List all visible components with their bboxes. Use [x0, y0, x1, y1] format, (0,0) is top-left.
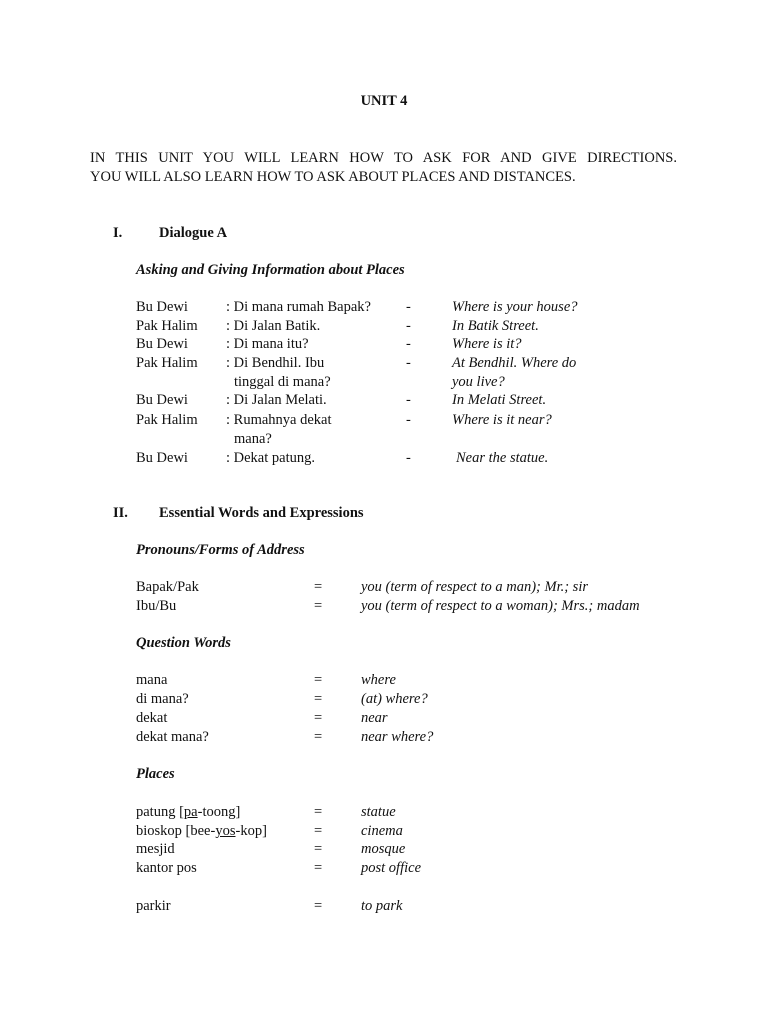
equals-sign: = — [314, 860, 323, 876]
vocab-term — [136, 803, 240, 822]
stressed-syllable: yos — [215, 823, 236, 839]
indonesian-line: : Dekat patung. — [226, 450, 315, 466]
speaker: Pak Halim — [136, 355, 198, 371]
english-line-continued: you live? — [452, 374, 505, 390]
intro-line-2: YOU WILL ALSO LEARN HOW TO ASK ABOUT PLACES AND DISTANCES. — [90, 169, 576, 185]
english-line: At Bendhil. Where do — [452, 355, 577, 371]
indonesian-line-continued: mana? — [234, 431, 272, 447]
term-part: -toong] — [197, 804, 241, 820]
vocab-meaning: (at) where? — [361, 691, 428, 707]
term-part: bioskop [bee- — [136, 823, 216, 839]
equals-sign: = — [314, 804, 323, 820]
stressed-syllable: pa — [183, 804, 198, 820]
equals-sign: = — [314, 823, 323, 839]
indonesian-line: : Di Jalan Batik. — [226, 318, 321, 334]
dash: - — [406, 392, 411, 408]
speaker: Bu Dewi — [136, 392, 188, 408]
vocab-meaning: statue — [361, 804, 396, 820]
indonesian-line: : Rumahnya dekat — [226, 412, 332, 428]
vocab-meaning: near where? — [361, 729, 434, 745]
page-title: UNIT 4 — [360, 93, 408, 109]
equals-sign: = — [314, 898, 323, 914]
section-2-number: II. — [113, 505, 128, 521]
pronouns-heading: Pronouns/Forms of Address — [136, 542, 305, 558]
equals-sign: = — [314, 841, 323, 857]
equals-sign: = — [314, 598, 323, 614]
speaker: Bu Dewi — [136, 450, 188, 466]
places-heading: Places — [136, 766, 175, 782]
speaker: Pak Halim — [136, 318, 198, 334]
speaker: Bu Dewi — [136, 336, 188, 352]
vocab-meaning: you (term of respect to a man); Mr.; sir — [361, 579, 588, 595]
term-part: -kop] — [235, 823, 267, 839]
equals-sign: = — [314, 710, 323, 726]
dash: - — [406, 299, 411, 315]
equals-sign: = — [314, 672, 323, 688]
vocab-meaning: mosque — [361, 841, 406, 857]
vocab-meaning: near — [361, 710, 388, 726]
indonesian-line-continued: tinggal di mana? — [234, 374, 331, 390]
speaker: Bu Dewi — [136, 299, 188, 315]
vocab-meaning: cinema — [361, 823, 403, 839]
dash: - — [406, 450, 411, 466]
equals-sign: = — [314, 691, 323, 707]
vocab-term: dekat — [136, 710, 168, 726]
dash: - — [406, 412, 411, 428]
english-line: Where is it? — [452, 336, 522, 352]
indonesian-line: : Di Jalan Melati. — [226, 392, 327, 408]
english-line: Near the statue. — [456, 450, 549, 466]
equals-sign: = — [314, 579, 323, 595]
vocab-term: kantor pos — [136, 860, 197, 876]
vocab-meaning: where — [361, 672, 396, 688]
dash: - — [406, 336, 411, 352]
section-1-number: I. — [113, 225, 123, 241]
english-line: Where is it near? — [452, 412, 552, 428]
vocab-meaning: you (term of respect to a woman); Mrs.; madam — [361, 598, 640, 614]
term-part: patung [ — [136, 804, 184, 820]
english-line: Where is your house? — [452, 299, 578, 315]
equals-sign: = — [314, 729, 323, 745]
section-2-title: Essential Words and Expressions — [159, 505, 364, 521]
section-1-subtitle: Asking and Giving Information about Places — [136, 262, 405, 278]
vocab-meaning: post office — [361, 860, 422, 876]
vocab-term: mana — [136, 672, 168, 688]
question-words-heading: Question Words — [136, 635, 231, 651]
vocab-term: dekat mana? — [136, 729, 209, 745]
section-1-title: Dialogue A — [159, 225, 228, 241]
english-line: In Batik Street. — [452, 318, 539, 334]
vocab-term: di mana? — [136, 691, 189, 707]
dash: - — [406, 318, 411, 334]
speaker: Pak Halim — [136, 412, 198, 428]
indonesian-line: : Di Bendhil. Ibu — [226, 355, 325, 371]
vocab-term: Bapak/Pak — [136, 579, 199, 595]
vocab-meaning: to park — [361, 898, 403, 914]
english-line: In Melati Street. — [452, 392, 547, 408]
vocab-term: Ibu/Bu — [136, 598, 177, 614]
intro-line-1: IN THIS UNIT YOU WILL LEARN HOW TO ASK FOR AND GIVE DIRECTIONS. — [90, 150, 677, 166]
dash: - — [406, 355, 411, 371]
vocab-term: parkir — [136, 898, 171, 914]
indonesian-line: : Di mana rumah Bapak? — [226, 299, 371, 315]
vocab-term: mesjid — [136, 841, 175, 857]
vocab-term — [136, 822, 267, 841]
indonesian-line: : Di mana itu? — [226, 336, 309, 352]
